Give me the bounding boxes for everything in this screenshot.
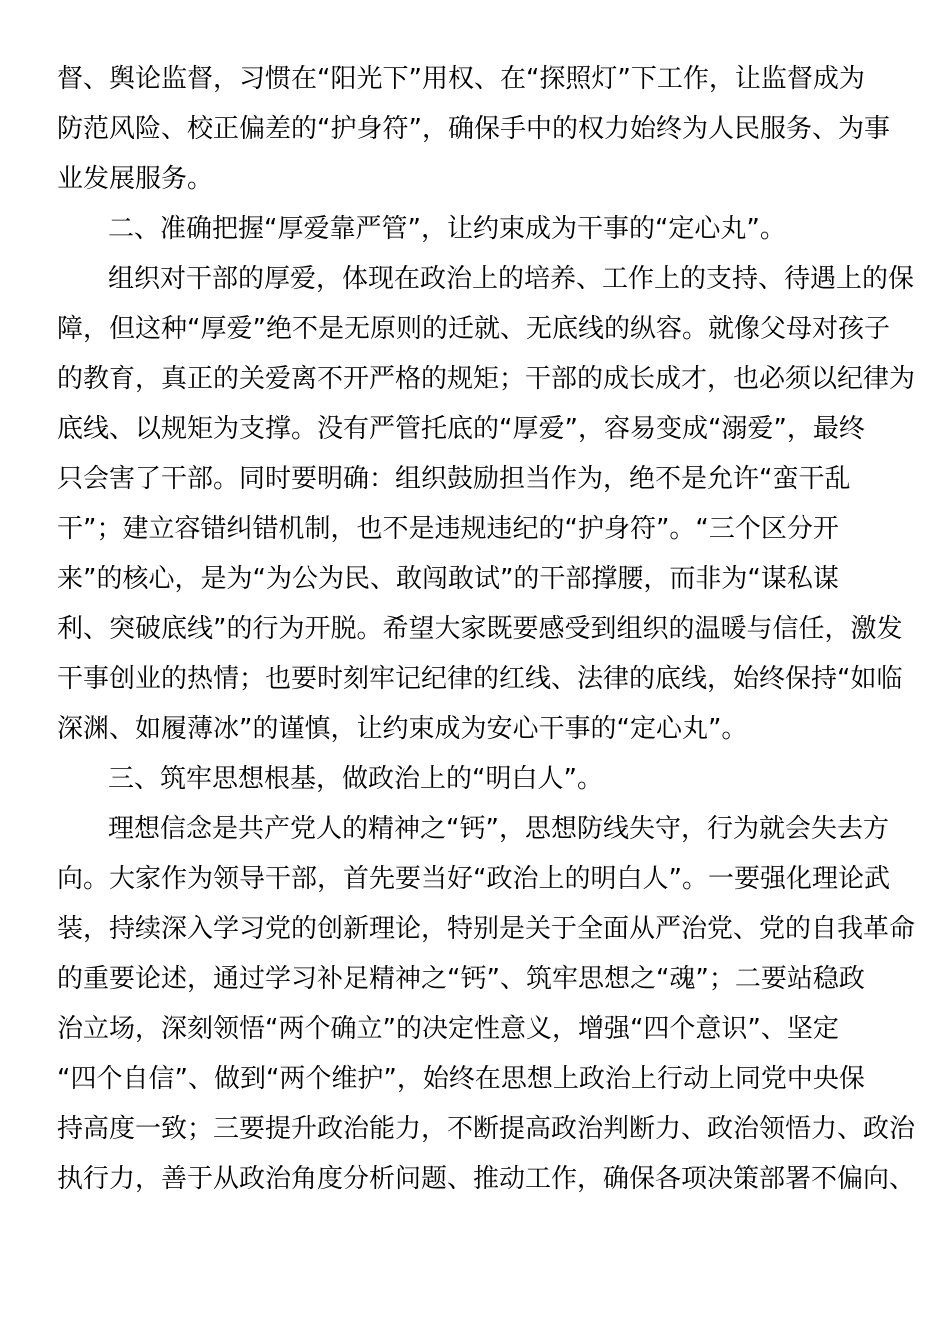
text-line: 业发展服务。 [57,164,214,194]
document-page [57,54,916,1204]
text-line: 向。大家作为领导干部，首先要当好“政治上的明白人”。一要强化理论武 [57,864,890,894]
text-line: 障，但这种“厚爱”绝不是无原则的迁就、无底线的纵容。就像父母对孩子 [57,314,890,344]
text-line: 持高度一致；三要提升政治能力，不断提高政治判断力、政治领悟力、政治 [57,1114,916,1144]
text-line: 的教育，真正的关爱离不开严格的规矩；干部的成长成才，也必须以纪律为 [57,364,916,394]
text-line: 装，持续深入学习党的创新理论，特别是关于全面从严治党、党的自我革命 [57,914,916,944]
text-line: 只会害了干部。同时要明确：组织鼓励担当作为，绝不是允许“蛮干乱 [57,464,851,494]
section-heading [57,754,905,804]
text-line: 组织对干部的厚爱，体现在政治上的培养、工作上的支持、待遇上的保 [108,264,915,294]
paragraph [57,254,916,754]
text-line: 底线、以规矩为支撑。没有严管托底的“厚爱”，容易变成“溺爱”，最终 [57,414,865,444]
text-line: 防范风险、校正偏差的“护身符”，确保手中的权力始终为人民服务、为事 [57,114,890,144]
text-line: 督、舆论监督，习惯在“阳光下”用权、在“探照灯”下工作，让监督成为 [57,64,865,94]
text-line: 来”的核心，是为“为公为民、敢闯敢试”的干部撑腰，而非为“谋私谋 [57,564,839,594]
text-line: 的重要论述，通过学习补足精神之“钙”、筑牢思想之“魂”；二要站稳政 [57,964,865,994]
text-line: 干事创业的热情；也要时刻牢记纪律的红线、法律的底线，始终保持“如临 [57,664,903,694]
text-line: 三、筑牢思想根基，做政治上的“明白人”。 [108,764,603,794]
text-line: 理想信念是共产党人的精神之“钙”，思想防线失守，行为就会失去方 [108,814,889,844]
section-heading [57,204,905,254]
paragraph [57,804,916,1204]
paragraph [57,54,905,204]
text-line: 利、突破底线”的行为开脱。希望大家既要感受到组织的温暖与信任，激发 [57,614,903,644]
text-line: 深渊、如履薄冰”的谨慎，让约束成为安心干事的“定心丸”。 [57,714,748,744]
text-line: 治立场，深刻领悟“两个确立”的决定性意义，增强“四个意识”、坚定 [57,1014,839,1044]
text-line: 二、准确把握“厚爱靠严管”，让约束成为干事的“定心丸”。 [108,214,786,244]
text-line: 干”；建立容错纠错机制，也不是违规违纪的“护身符”。“三个区分开 [57,514,839,544]
text-line: 执行力，善于从政治角度分析问题、推动工作，确保各项决策部署不偏向、 [57,1164,916,1194]
text-line: “四个自信”、做到“两个维护”，始终在思想上政治上行动上同党中央保 [57,1064,865,1094]
